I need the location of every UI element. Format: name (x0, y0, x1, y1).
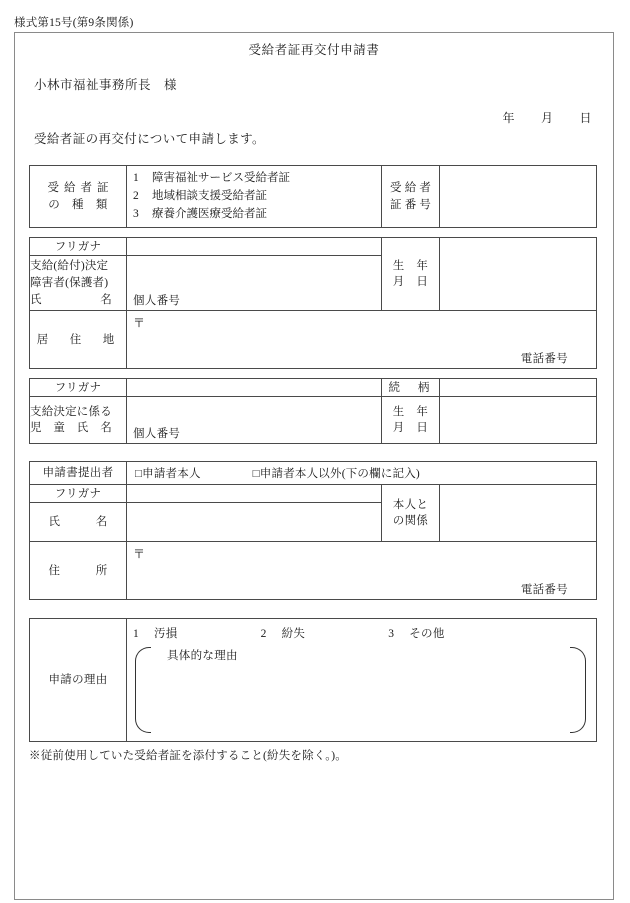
recipient-furigana-field[interactable] (127, 238, 382, 256)
submitter-furigana-field[interactable] (127, 485, 382, 503)
submitter-relation-label (382, 485, 440, 542)
submitter-furigana-label: フリガナ (30, 485, 127, 503)
recipient-name-label-line3: 氏 名 (30, 293, 112, 306)
submitter-checkbox-self[interactable]: □申請者本人 (135, 468, 201, 481)
reason-detail-area[interactable] (135, 647, 586, 733)
certificate-type-options (127, 166, 382, 228)
submitter-relation-label-line1: 本人と (392, 498, 429, 511)
postal-mark-icon: 〒 (133, 316, 146, 331)
table-row (30, 379, 597, 397)
certificate-type-option-1[interactable] (133, 170, 381, 188)
recipient-name-label (30, 256, 127, 311)
recipient-name-field[interactable] (127, 256, 382, 311)
child-name-label (30, 397, 127, 444)
certificate-type-label (30, 166, 127, 228)
date-year-label: 年 (502, 111, 515, 125)
submitter-checkbox-other[interactable]: □申請者本人以外(下の欄に記入) (252, 468, 420, 481)
child-name-field[interactable] (127, 397, 382, 444)
option-label: 地域相談支援受給者証 (152, 189, 267, 202)
document-title: 受給者証再交付申請書 (248, 43, 380, 57)
option-label: 障害福祉サービス受給者証 (152, 172, 290, 184)
submitter-name-label (30, 503, 127, 542)
form-number: 様式第15号(第9条関係) (14, 17, 134, 29)
submitter-checkbox-row (127, 462, 597, 485)
recipient-furigana-label: フリガナ (30, 238, 127, 256)
option-label: 療養介護医療受給者証 (152, 207, 267, 220)
reason-options (127, 619, 596, 641)
option-number: 2 (260, 628, 267, 641)
date-day-label: 日 (579, 111, 592, 125)
certificate-number-label-line2: 証番号 (390, 198, 435, 211)
submitter-name-field[interactable] (127, 503, 382, 542)
certificate-type-label-line1: 受給者証 (47, 182, 114, 195)
submitter-section-label: 申請書提出者 (30, 462, 127, 485)
recipient-tel-label: 電話番号 (520, 353, 568, 366)
child-birth-label-line2: 月 日 (392, 422, 429, 435)
date-line (14, 109, 592, 126)
option-number: 3 (388, 628, 395, 641)
certificate-number-label-line1: 受給者 (390, 182, 435, 195)
child-relation-field[interactable] (440, 379, 597, 397)
submitter-relation-label-line2: の関係 (392, 515, 429, 528)
submitter-relation-field[interactable] (440, 485, 597, 542)
child-birth-field[interactable] (440, 397, 597, 444)
reason-option-2[interactable] (261, 625, 306, 641)
option-number: 2 (133, 189, 139, 202)
child-relation-label (382, 379, 440, 397)
table-row (30, 397, 597, 444)
recipient-address-label (30, 311, 127, 369)
table-row (30, 311, 597, 369)
table-row (30, 462, 597, 485)
reason-detail-hint: 具体的な理由 (167, 650, 238, 663)
submitter-table (29, 461, 597, 600)
form-body (14, 32, 614, 900)
option-label: 紛失 (281, 628, 306, 641)
child-name-label-line2: 児 童 氏 名 (30, 422, 112, 435)
recipient-name-label-line2: 障害者(保護者) (30, 277, 109, 290)
table-row (30, 485, 597, 503)
reason-label (30, 619, 127, 742)
child-birth-label (382, 397, 440, 444)
certificate-type-label-line2: の 種 類 (48, 198, 108, 211)
certificate-number-label (382, 166, 440, 228)
left-brace-icon (135, 647, 151, 733)
option-number: 3 (133, 207, 139, 220)
reason-table (29, 618, 597, 742)
reason-option-3[interactable] (388, 625, 444, 641)
reason-label-text: 申請の理由 (48, 674, 108, 687)
child-furigana-label: フリガナ (30, 379, 127, 397)
recipient-address-label-text: 居 住 地 (36, 333, 120, 346)
table-row (30, 542, 597, 600)
certificate-type-option-3[interactable] (133, 206, 381, 224)
submitter-address-label-text: 住 所 (48, 564, 108, 577)
child-relation-label-text: 続 柄 (388, 381, 433, 394)
option-label: 汚損 (154, 628, 178, 641)
reason-content (127, 619, 597, 742)
postal-mark-icon: 〒 (133, 547, 146, 562)
child-name-label-line1: 支給決定に係る (30, 405, 112, 418)
table-row (30, 166, 597, 228)
recipient-birth-label-line1: 生 年 (392, 259, 429, 272)
certificate-type-option-2[interactable] (133, 188, 381, 206)
child-birth-label-line1: 生 年 (392, 405, 429, 418)
table-row (30, 238, 597, 256)
submitter-address-label (30, 542, 127, 600)
recipient-address-field[interactable] (127, 311, 597, 369)
recipient-table (29, 237, 597, 369)
submitter-tel-label: 電話番号 (520, 584, 569, 597)
right-brace-icon (570, 647, 586, 733)
table-row (30, 619, 597, 742)
option-number: 1 (133, 628, 140, 641)
recipient-birth-label (382, 238, 440, 311)
certificate-number-field[interactable] (440, 166, 597, 228)
recipient-mynumber-label: 個人番号 (133, 295, 181, 308)
recipient-birth-label-line2: 月 日 (392, 276, 429, 289)
recipient-name-label-line1: 支給(給付)決定 (30, 260, 109, 273)
certificate-type-table (29, 165, 597, 228)
recipient-birth-field[interactable] (440, 238, 597, 311)
option-number: 1 (133, 172, 139, 184)
submitter-name-label-text: 氏 名 (48, 516, 108, 529)
addressee: 小林市福祉事務所長 様 (34, 78, 178, 92)
reason-option-1[interactable] (133, 625, 178, 641)
date-month-label: 月 (540, 111, 554, 125)
child-furigana-field[interactable] (127, 379, 382, 397)
footnote: ※従前使用していた受給者証を添付すること(紛失を除く。)。 (29, 750, 347, 763)
child-table (29, 378, 597, 444)
option-label: その他 (409, 628, 445, 641)
child-mynumber-label: 個人番号 (133, 428, 181, 441)
submitter-address-field[interactable] (127, 542, 597, 600)
intro-text: 受給者証の再交付について申請します。 (34, 132, 265, 146)
